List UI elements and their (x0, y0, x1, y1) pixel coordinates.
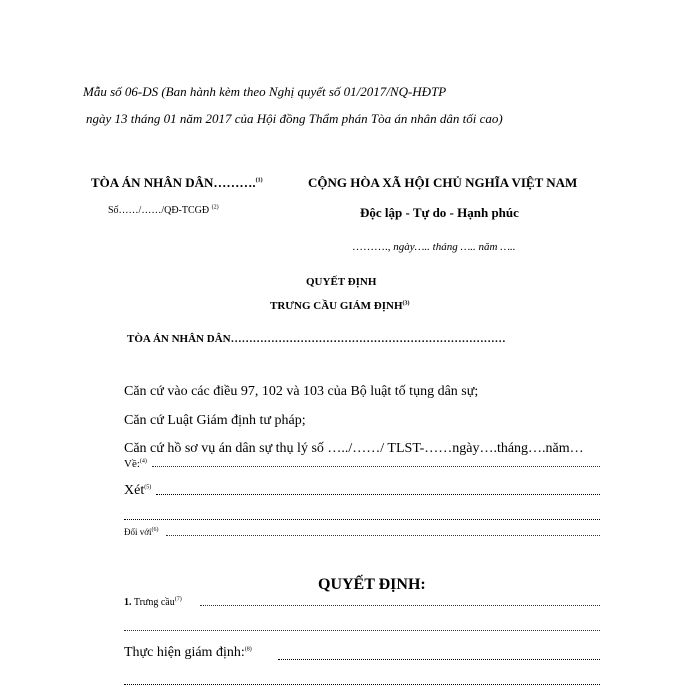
court-name-header (91, 175, 263, 191)
date-rest: ngày….. tháng ….. năm ….. (393, 241, 516, 253)
regarding-footnote: (6) (151, 527, 159, 533)
execute-expertise-label (124, 645, 252, 661)
execute-expertise-footnote: (8) (244, 646, 252, 653)
item-1-label (124, 597, 182, 608)
ground-civil-procedure: Căn cứ vào các điều 97, 102 và 103 của Bộ luật tố tụng dân sự; (124, 384, 479, 399)
form-reference-line-1: Mẫu số 06-DS (Ban hành kèm theo Nghị quyết số 01/2017/NQ-HĐTP (83, 84, 447, 99)
execute-fill-line-2[interactable] (124, 684, 600, 685)
item-1-footnote: (7) (174, 596, 182, 603)
consider-fill-line-1[interactable] (156, 494, 600, 495)
court-name-text: TÒA ÁN NHÂN DÂN………. (91, 175, 256, 190)
decision-subtitle (270, 300, 410, 312)
item-1-number: 1. (124, 597, 132, 608)
ground-judicial-expertise-law: Căn cứ Luật Giám định tư pháp; (124, 413, 306, 428)
execute-expertise-text: Thực hiện giám định: (124, 645, 245, 660)
decision-subtitle-footnote: (3) (402, 300, 410, 307)
ground-case-file: Căn cứ hồ sơ vụ án dân sự thụ lý số …../……/ TLST-……ngày….tháng….năm… (124, 441, 584, 456)
date-place: ………., (352, 241, 394, 253)
document-number (108, 205, 219, 216)
subject-footnote: (4) (139, 458, 147, 465)
issuing-court-line: TÒA ÁN NHÂN DÂN………………………………………………………………… (127, 333, 506, 345)
subject-label (124, 458, 147, 470)
date-place-line (352, 241, 515, 253)
decision-heading: QUYẾT ĐỊNH: (318, 576, 426, 593)
subject-fill-line[interactable] (152, 466, 600, 467)
execute-fill-line-1[interactable] (278, 659, 600, 660)
consider-fill-line-2[interactable] (124, 519, 600, 520)
form-reference-line-2: ngày 13 tháng 01 năm 2017 của Hội đồng Thẩm phán Tòa án nhân dân tối cao) (86, 111, 503, 126)
decision-title: QUYẾT ĐỊNH (306, 276, 377, 288)
decision-subtitle-text: TRƯNG CẦU GIÁM ĐỊNH (270, 300, 403, 312)
document-number-text: Số……/……/QĐ-TCGĐ (108, 205, 210, 216)
document-number-footnote: (2) (211, 204, 219, 211)
consider-label-text: Xét (124, 483, 145, 498)
regarding-label (124, 527, 159, 537)
regarding-fill-line[interactable] (166, 535, 600, 536)
subject-label-text: Về: (124, 458, 140, 470)
court-name-footnote: (1) (255, 177, 263, 184)
item-1-text: Trưng cầu (133, 597, 175, 608)
consider-label (124, 483, 151, 499)
regarding-label-text: Đối với (124, 527, 152, 537)
request-fill-line-2[interactable] (124, 630, 600, 631)
request-fill-line-1[interactable] (200, 605, 600, 606)
consider-footnote: (5) (144, 484, 152, 491)
national-motto: Độc lập - Tự do - Hạnh phúc (360, 205, 519, 220)
republic-title: CỘNG HÒA XÃ HỘI CHỦ NGHĨA VIỆT NAM (308, 175, 578, 190)
